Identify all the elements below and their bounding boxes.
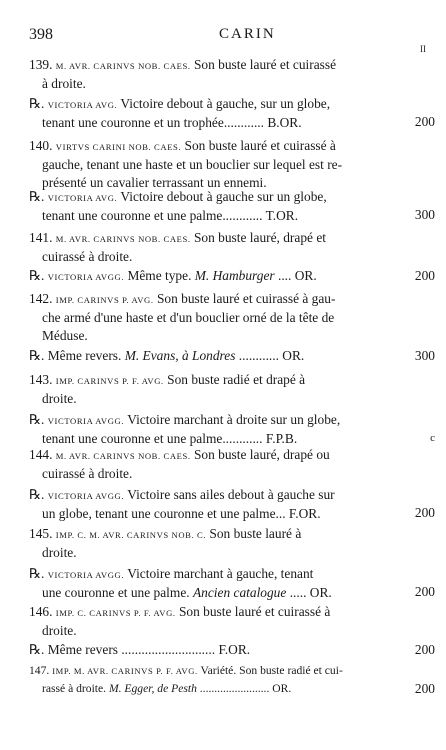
legend-text: IMP. CARINVS P. F. AVG. (55, 376, 164, 386)
entry-line (29, 114, 391, 132)
legend-text: IMP. C. CARINVS P. F. AVG. (55, 608, 176, 618)
description-text: Victoire sans ailes debout à gauche sur (127, 487, 335, 502)
entry-line (29, 411, 391, 430)
entry-line (29, 544, 391, 562)
running-title: CARIN (219, 26, 276, 42)
entry-number: 141. (29, 230, 53, 245)
reverse-mark: ℞. (29, 268, 45, 283)
reverse-mark: ℞. (29, 348, 45, 363)
description-text: Son buste radié et drapé à (167, 372, 306, 387)
entry-line (29, 505, 391, 523)
entry-line (29, 229, 391, 248)
mint-metal: F.OR. (218, 642, 251, 657)
collection-name: M. Hamburger (194, 268, 275, 283)
mint-metal: F.P.B. (265, 431, 298, 446)
entry-line (29, 446, 391, 465)
entry-line (29, 525, 391, 544)
catalogue-entry (29, 603, 391, 640)
entry-line (29, 309, 391, 327)
rarity-value: 300 (414, 207, 435, 222)
reverse-mark: ℞. (29, 96, 45, 111)
entry-line (29, 267, 391, 286)
description-text: à droite. (42, 76, 86, 91)
entry-line (29, 603, 391, 622)
catalogue-entry (29, 525, 391, 562)
legend-text: M. AVR. CARINVS NOB. CAES. (55, 234, 191, 244)
entry-line (29, 95, 391, 114)
entry-line (29, 371, 391, 390)
description-text: cuirassé à droite. (42, 466, 133, 481)
legend-text: M. AVR. CARINVS NOB. CAES. (55, 61, 191, 71)
catalogue-entry (29, 446, 391, 483)
description-text: Victoire marchant à gauche, tenant (127, 566, 314, 581)
entry-number: 145. (29, 526, 53, 541)
description-text: Victoire debout à gauche sur un globe, (120, 189, 327, 204)
catalogue-entry (29, 267, 435, 286)
entry-number: 142. (29, 291, 53, 306)
entry-number: 146. (29, 604, 53, 619)
description-text: Même revers. (47, 348, 122, 363)
description-text: tenant une couronne et une palme............ (42, 208, 266, 223)
reverse-mark: ℞. (29, 487, 45, 502)
mint-metal: B.OR. (267, 115, 302, 130)
legend-text: VICTORIA AVG. (47, 193, 118, 203)
description-text: Son buste lauré et cuirassé à (178, 604, 331, 619)
entry-line (29, 290, 391, 309)
catalogue-entry (29, 347, 435, 365)
description-text: tenant une couronne et un trophée............ (42, 115, 264, 130)
rarity-value: 300 (414, 348, 435, 363)
collection-name: M. Evans, à Londres (124, 348, 236, 363)
description-text: droite. (42, 623, 77, 638)
description-tail: Son buste radié et cui- (239, 664, 343, 677)
entry-line (29, 390, 391, 408)
description-text: Son buste lauré à (209, 526, 302, 541)
entry-line (29, 622, 391, 640)
description-text: Son buste lauré, drapé ou (193, 447, 330, 462)
collection-name: Ancien catalogue (192, 585, 287, 600)
edge-mark: II (420, 44, 426, 54)
catalogue-entry (29, 290, 391, 345)
rarity-value: 200 (414, 681, 435, 696)
entry-line (29, 327, 391, 345)
catalogue-entry (29, 188, 435, 225)
legend-text: VIRTVS CARINI NOB. CAES. (55, 142, 182, 152)
description-text: Son buste lauré et cuirassé (193, 57, 337, 72)
description-text: Son buste lauré et cuirassé à (184, 138, 336, 153)
entry-line (29, 188, 391, 207)
entry-line (29, 207, 391, 225)
description-text: gauche, tenant une haste et un bouclier sur lequel est re- (42, 157, 343, 172)
entry-line (29, 565, 391, 584)
rarity-value: c (430, 432, 435, 444)
catalogue-entry (29, 486, 435, 523)
description-text: un globe, tenant une couronne et une palme... (42, 506, 289, 521)
description-text: Son buste lauré, drapé et (193, 230, 326, 245)
entry-line (29, 584, 391, 602)
rarity-value: 200 (414, 114, 435, 129)
entry-line (29, 662, 391, 680)
description-text: une couronne et une palme. (42, 585, 190, 600)
rarity-value: 200 (414, 584, 435, 599)
entry-line (29, 248, 391, 266)
legend-text: IMP. CARINVS P. AVG. (55, 295, 154, 305)
catalogue-entry (29, 371, 391, 408)
catalogue-entry (29, 662, 435, 698)
entry-number: 140. (29, 138, 53, 153)
catalogue-entry (29, 411, 435, 448)
entry-line (29, 75, 391, 93)
legend-text: IMP. C. M. AVR. CARINVS NOB. C. (55, 530, 207, 540)
description-text: che armé d'une haste et d'un bouclier orné de la tête de (42, 310, 335, 325)
entry-line (29, 156, 391, 174)
description-text: Même type. (127, 268, 192, 283)
legend-text: M. AVR. CARINVS NOB. CAES. (55, 451, 191, 461)
legend-text: IMP. M. AVR. CARINVS P. F. AVG. (52, 666, 198, 676)
reverse-mark: ℞. (29, 189, 45, 204)
description-tail: ............ OR. (238, 348, 305, 363)
description-text: droite. (42, 391, 77, 406)
description-text: Méduse. (42, 328, 88, 343)
description-tail: ..... OR. (289, 585, 332, 600)
rarity-value: 200 (414, 268, 435, 283)
description-text: rassé à droite. (42, 682, 107, 695)
description-text: Même revers ............................ (47, 642, 216, 657)
legend-text: VICTORIA AVGG. (47, 491, 125, 501)
entry-number: 144. (29, 447, 53, 462)
legend-text: VICTORIA AVGG. (47, 570, 125, 580)
catalogue-entry (29, 95, 435, 132)
entry-number: 143. (29, 372, 53, 387)
description-text: Variété. (200, 664, 237, 677)
description-text: présenté un cavalier terrassant un ennemi. (42, 175, 267, 190)
mint-metal: T.OR. (265, 208, 299, 223)
entry-line (29, 465, 391, 483)
collection-name: M. Egger, de Pesth (108, 682, 197, 695)
description-tail: .... OR. (277, 268, 317, 283)
description-tail: ........................ OR. (199, 682, 292, 695)
reverse-mark: ℞. (29, 566, 45, 581)
reverse-mark: ℞. (29, 412, 45, 427)
mint-metal: F.OR. (288, 506, 321, 521)
page-number: 398 (29, 26, 53, 43)
catalogue-entry (29, 229, 391, 266)
description-text: Victoire marchant à droite sur un globe, (127, 412, 341, 427)
catalogue-entry (29, 137, 391, 192)
rarity-value: 200 (414, 505, 435, 520)
legend-text: VICTORIA AVGG. (47, 416, 125, 426)
catalogue-entry (29, 565, 435, 602)
reverse-mark: ℞. (29, 642, 45, 657)
entry-line (29, 680, 391, 698)
description-text: droite. (42, 545, 77, 560)
rarity-value: 200 (414, 642, 435, 657)
legend-text: VICTORIA AVGG. (47, 272, 125, 282)
catalogue-entry (29, 56, 391, 93)
catalogue-entry (29, 641, 435, 659)
description-text: tenant une couronne et une palme............ (42, 431, 263, 446)
entry-number: 147. (29, 664, 50, 677)
description-text: cuirassé à droite. (42, 249, 133, 264)
entry-line (29, 486, 391, 505)
entry-line (29, 641, 391, 659)
entry-line (29, 347, 391, 365)
entry-line (29, 56, 391, 75)
page-header (29, 26, 426, 54)
legend-text: VICTORIA AVG. (47, 100, 118, 110)
description-text: Victoire debout à gauche, sur un globe, (120, 96, 331, 111)
description-text: Son buste lauré et cuirassé à gau- (156, 291, 336, 306)
entry-number: 139. (29, 57, 53, 72)
entry-line (29, 137, 391, 156)
